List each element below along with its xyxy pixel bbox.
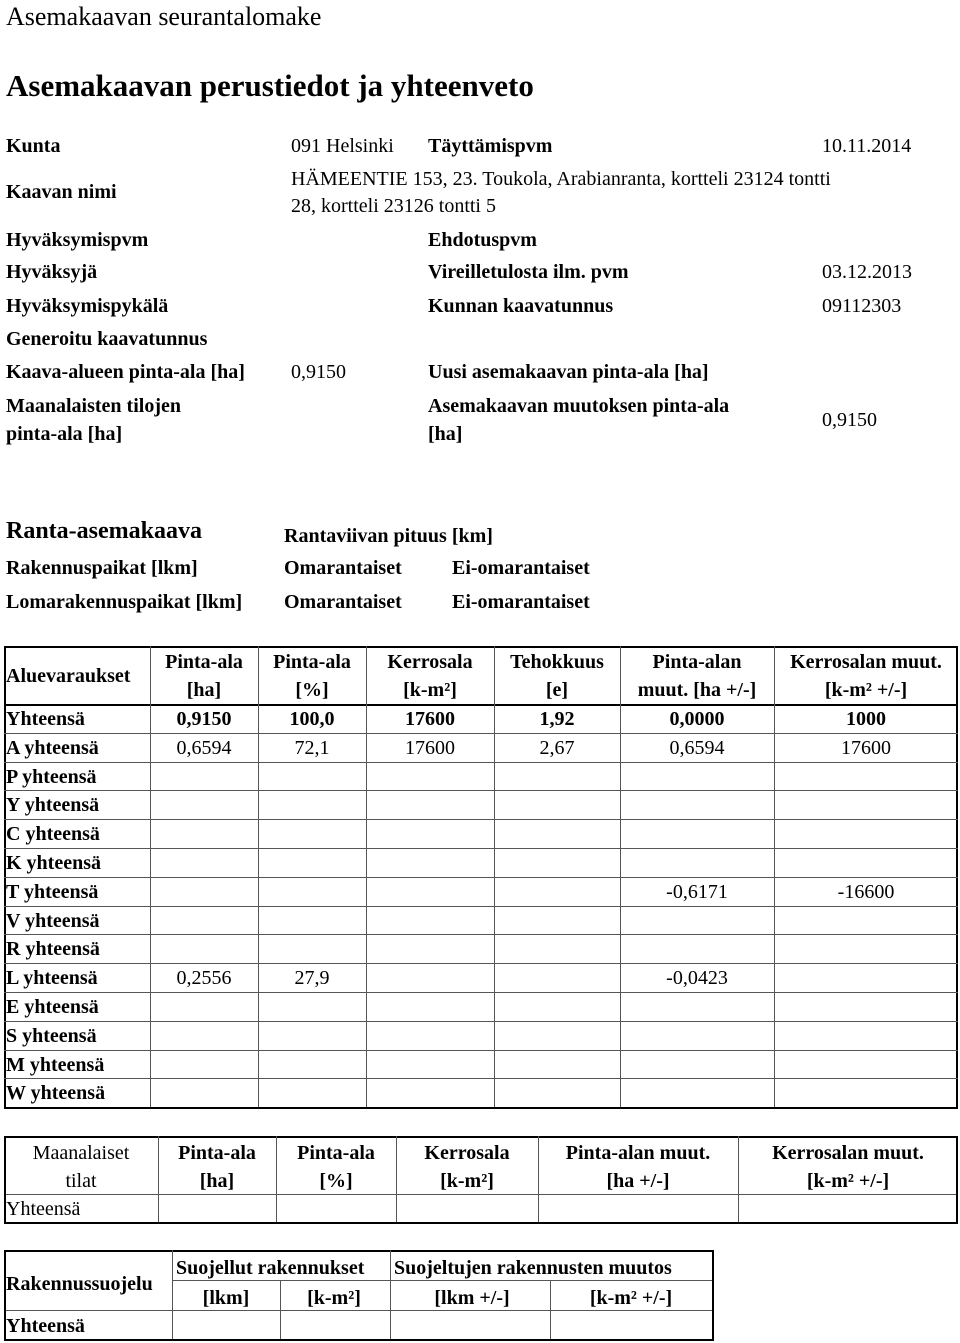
row-divider <box>4 1078 958 1079</box>
column-header-unit: [k-m²] <box>403 679 457 701</box>
tayttamispvm-value: 10.11.2014 <box>822 135 912 157</box>
table-top-border <box>4 646 958 648</box>
table-cell: 0,0000 <box>669 708 725 730</box>
column-header: Kerrosalan muut. <box>790 651 942 673</box>
table-cell: 0,9150 <box>176 708 232 730</box>
column-header-unit: [ha +/-] <box>606 1170 670 1192</box>
ranta-title: Ranta-asemakaava <box>6 518 202 544</box>
row-label: M yhteensä <box>6 1053 105 1076</box>
kaavan-nimi-line1: HÄMEENTIE 153, 23. Toukola, Arabianranta, kortteli 23124 tontti <box>291 168 831 190</box>
tayttamispvm-label: Täyttämispvm <box>428 135 553 157</box>
header-bottom-border <box>4 704 958 706</box>
kaava-alueen-label: Kaava-alueen pinta-ala [ha] <box>6 361 245 383</box>
suojelu-total-label: Yhteensä <box>6 1315 85 1337</box>
table-cell: 17600 <box>841 736 891 759</box>
row-label: T yhteensä <box>6 880 99 903</box>
hyvaksymispvm-label: Hyväksymispvm <box>6 229 149 251</box>
row-label: Y yhteensä <box>6 794 100 817</box>
hyvaksyja-label: Hyväksyjä <box>6 261 98 283</box>
column-divider <box>172 1250 173 1339</box>
table-cell: 1,92 <box>539 708 575 730</box>
row-divider <box>4 906 958 907</box>
omarantaiset-1: Omarantaiset <box>284 557 402 579</box>
kunnan-kaavatunnus-value: 09112303 <box>822 295 902 317</box>
column-header-unit: [%] <box>295 679 329 701</box>
row-label: R yhteensä <box>6 938 100 961</box>
uusi-label: Uusi asemakaavan pinta-ala [ha] <box>428 361 709 383</box>
table-bottom-border <box>4 1339 714 1341</box>
column-header-unit: [k-m² +/-] <box>824 679 908 701</box>
ei-omarantaiset-2: Ei-omarantaiset <box>452 591 590 613</box>
kunta-label: Kunta <box>6 135 61 157</box>
page-title: Asemakaavan seurantalomake <box>6 2 322 31</box>
rakennussuojelu-label: Rakennussuojelu <box>6 1273 153 1295</box>
row-label: W yhteensä <box>6 1082 106 1105</box>
row-divider <box>4 963 958 964</box>
maanalaisten-label-line2: pinta-ala [ha] <box>6 423 123 445</box>
rantaviiva-label: Rantaviivan pituus [km] <box>284 525 493 547</box>
row-divider <box>4 1050 958 1051</box>
kaavan-nimi-label: Kaavan nimi <box>6 181 117 203</box>
subheader-divider <box>172 1280 714 1281</box>
row-divider <box>4 992 958 993</box>
column-header-unit: [ha] <box>186 679 222 701</box>
column-header-unit: muut. [ha +/-] <box>637 679 757 701</box>
column-header: Kerrosala <box>424 1142 510 1164</box>
table-cell: 100,0 <box>289 708 335 730</box>
column-header: Kerrosalan muut. <box>772 1142 924 1164</box>
row-label: K yhteensä <box>6 852 101 874</box>
muutoksen-label-line1: Asemakaavan muutoksen pinta-ala <box>428 395 730 417</box>
row-divider <box>4 877 958 878</box>
muutoksen-value: 0,9150 <box>822 409 877 431</box>
table-top-border <box>4 1136 958 1138</box>
row-divider <box>4 762 958 763</box>
row-divider <box>4 790 958 791</box>
row-divider <box>4 934 958 935</box>
table-right-border <box>712 1250 714 1339</box>
table-cell: 27,9 <box>294 967 330 990</box>
table-cell: 72,1 <box>294 736 330 759</box>
table-left-border <box>4 1250 6 1339</box>
table-bottom-border <box>4 1222 958 1224</box>
table-cell: 2,67 <box>539 736 575 759</box>
row-label: L yhteensä <box>6 967 98 990</box>
column-divider <box>390 1250 391 1339</box>
column-header: Maanalaiset <box>32 1142 130 1164</box>
omarantaiset-2: Omarantaiset <box>284 591 402 613</box>
table-cell: 1000 <box>846 708 886 730</box>
suojellut-header: Suojellut rakennukset <box>176 1257 365 1279</box>
vireille-label: Vireilletulosta ilm. pvm <box>428 261 629 283</box>
column-header-unit: [k-m² +/-] <box>806 1170 890 1192</box>
kaavan-nimi-line2: 28, kortteli 23126 tontti 5 <box>291 195 496 217</box>
table-cell: -16600 <box>837 880 895 903</box>
column-header-unit: [%] <box>319 1170 353 1192</box>
row-label: E yhteensä <box>6 996 99 1018</box>
subheader-km2: [k-m²] <box>307 1287 361 1309</box>
generoitu-label: Generoitu kaavatunnus <box>6 328 208 350</box>
subheader-lkm-change: [lkm +/-] <box>434 1287 510 1309</box>
table-cell: -0,6171 <box>666 880 728 903</box>
table-bottom-border <box>4 1107 958 1109</box>
row-divider <box>4 1194 958 1195</box>
table-cell: 0,6594 <box>176 736 232 759</box>
ehdotuspvm-label: Ehdotuspvm <box>428 229 537 251</box>
column-header: Pinta-alan muut. <box>565 1142 711 1164</box>
rakennuspaikat-label: Rakennuspaikat [lkm] <box>6 557 198 579</box>
kaava-alueen-value: 0,9150 <box>291 361 346 383</box>
row-label: C yhteensä <box>6 823 100 846</box>
row-label: A yhteensä <box>6 736 99 759</box>
row-label: S yhteensä <box>6 1024 97 1047</box>
total-label: Yhteensä <box>6 1198 81 1220</box>
hyvaksymispykala-label: Hyväksymispykälä <box>6 295 169 317</box>
table-cell: 17600 <box>405 736 455 759</box>
column-header: Pinta-ala <box>178 1142 256 1164</box>
row-divider <box>4 1310 714 1311</box>
row-divider <box>4 733 958 734</box>
subheader-km2-change: [k-m² +/-] <box>589 1287 673 1309</box>
column-header: Kerrosala <box>387 651 473 673</box>
table-cell: 0,6594 <box>669 736 725 759</box>
column-divider <box>280 1280 281 1339</box>
column-header: Pinta-ala <box>165 651 243 673</box>
maanalaisten-label-line1: Maanalaisten tilojen <box>6 395 181 417</box>
table-cell: 0,2556 <box>176 967 232 990</box>
column-header: Tehokkuus <box>510 651 604 673</box>
column-header: Pinta-ala <box>297 1142 375 1164</box>
column-header-unit: tilat <box>65 1170 97 1192</box>
column-header: Pinta-ala <box>273 651 351 673</box>
vireille-value: 03.12.2013 <box>822 261 912 283</box>
row-divider <box>4 848 958 849</box>
kunta-value: 091 Helsinki <box>291 135 394 157</box>
column-header: Pinta-alan <box>652 651 742 673</box>
main-title: Asemakaavan perustiedot ja yhteenveto <box>6 68 534 103</box>
lomarakennuspaikat-label: Lomarakennuspaikat [lkm] <box>6 591 243 613</box>
row-label: Yhteensä <box>6 708 85 730</box>
row-label: P yhteensä <box>6 765 97 788</box>
ei-omarantaiset-1: Ei-omarantaiset <box>452 557 590 579</box>
row-divider <box>4 819 958 820</box>
table-top-border <box>4 1250 714 1252</box>
column-divider <box>550 1280 551 1339</box>
subheader-lkm: [lkm] <box>202 1287 250 1309</box>
muutoksen-label-line2: [ha] <box>428 423 463 445</box>
table-cell: 17600 <box>405 708 455 730</box>
column-header-unit: [k-m²] <box>440 1170 494 1192</box>
row-label: V yhteensä <box>6 909 100 932</box>
header-aluevaraukset: Aluevaraukset <box>6 665 131 687</box>
suojeltujen-header: Suojeltujen rakennusten muutos <box>394 1257 672 1279</box>
column-header-unit: [e] <box>545 679 569 701</box>
column-header-unit: [ha] <box>199 1170 235 1192</box>
table-cell: -0,0423 <box>666 967 728 990</box>
kunnan-kaavatunnus-label: Kunnan kaavatunnus <box>428 295 614 317</box>
row-divider <box>4 1021 958 1022</box>
